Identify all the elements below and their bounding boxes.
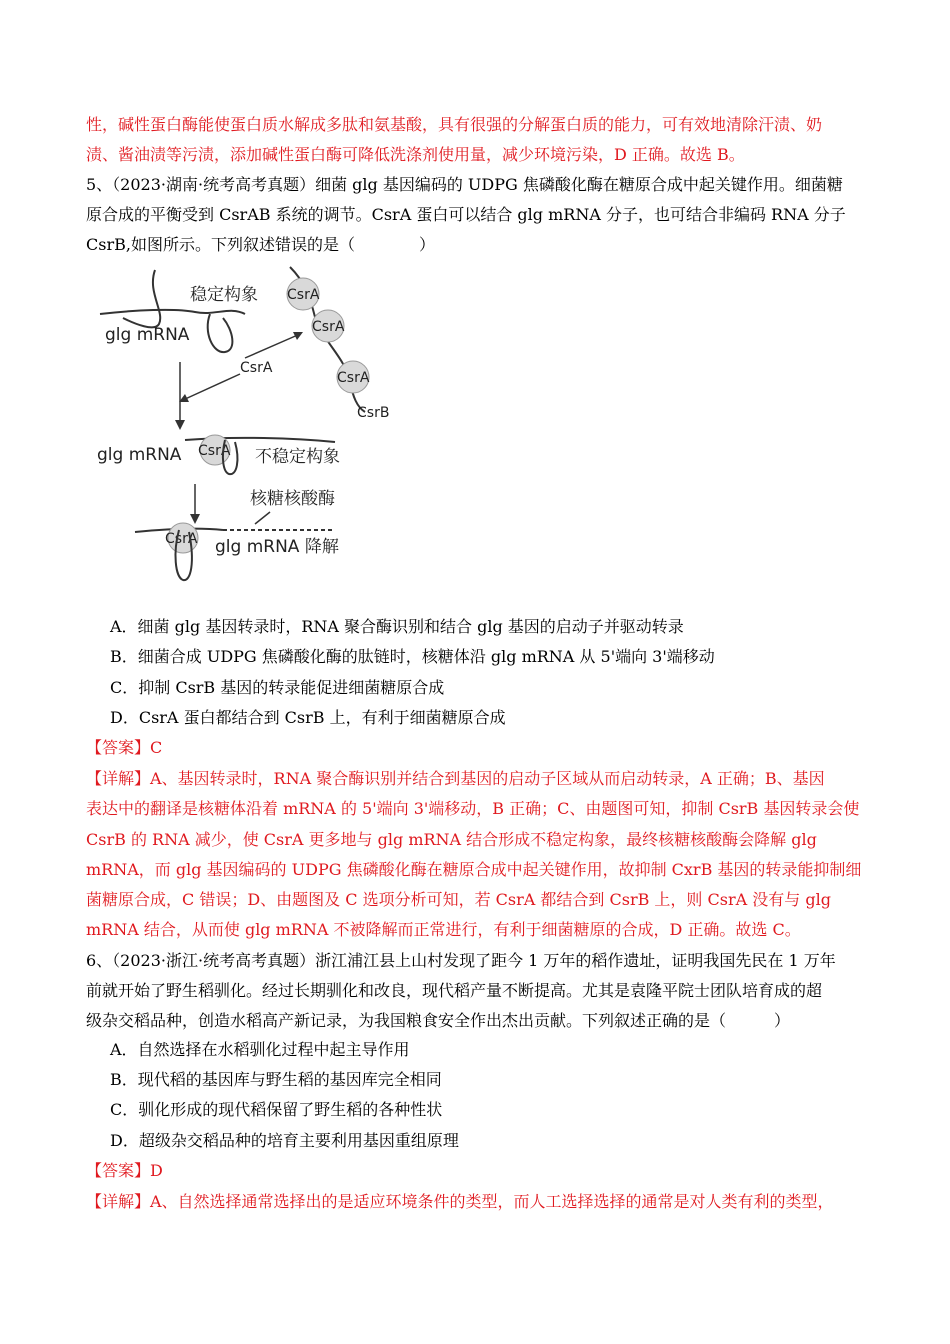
mrna-loop [208, 314, 233, 352]
glg-mrna-label-2: glg mRNA [97, 445, 182, 465]
glg-mrna-label-1: glg mRNA [105, 325, 190, 345]
explain-line: 渍、酱油渍等污渍，添加碱性蛋白酶可降低洗涤剂使用量，减少环境污染，D 正确。故选 B。 [86, 145, 745, 164]
explain-line: mRNA，而 glg 基因编码的 UDPG 焦磷酸化酶在糖原合成中起关键作用，故抑制 CxrB 基因的转录能抑制细 [86, 860, 862, 879]
option-b: B．现代稻的基因库与野生稻的基因库完全相同 [110, 1070, 442, 1089]
option-d: D．CsrA 蛋白都结合到 CsrB 上，有利于细菌糖原合成 [110, 708, 506, 727]
arrow-head [190, 514, 200, 524]
explain-line: 【详解】A、基因转录时，RNA 聚合酶识别并结合到基因的启动子区域从而启动转录，A 正确；B、基因 [86, 769, 825, 788]
mrna-strand [100, 310, 245, 314]
option-a: A．细菌 glg 基因转录时，RNA 聚合酶识别和结合 glg 基因的启动子并驱动转录 [110, 617, 684, 636]
explain-line: 表达中的翻译是核糖体沿着 mRNA 的 5'端向 3'端移动，B 正确；C、由题图可知，抑制 CsrB 基因转录会使 [86, 799, 860, 818]
answer: 【答案】D [86, 1161, 163, 1180]
csra-label: CsrA [165, 531, 198, 547]
csra-label: CsrA [337, 370, 370, 386]
arrow-head [175, 420, 185, 430]
question-5-stem: 5、（2023·湖南·统考高考真题）细菌 glg 基因编码的 UDPG 焦磷酸化酶在糖原合成中起关键作用。细菌糖 [86, 175, 843, 194]
question-5-stem: CsrB,如图所示。下列叙述错误的是（ ） [86, 235, 435, 254]
explain-line: CsrB 的 RNA 减少，使 CsrA 更多地与 glg mRNA 结合形成不稳定构象，最终核糖核酸酶会降解 glg [86, 830, 817, 849]
stable-label: 稳定构象 [190, 285, 258, 305]
ribonuclease-label: 核糖核酸酶 [250, 489, 335, 509]
question-6-stem: 6、（2023·浙江·统考高考真题）浙江浦江县上山村发现了距今 1 万年的稻作遗址，证明我国先民在 1 万年 [86, 951, 836, 970]
option-b: B．细菌合成 UDPG 焦磷酸化酶的肽链时，核糖体沿 glg mRNA 从 5'端向 3'端移动 [110, 647, 715, 666]
csra-csrb-diagram [95, 262, 415, 592]
csra-label: CsrA [240, 360, 273, 376]
mrna-stem-loop [123, 270, 160, 327]
csrb-label: CsrB [357, 405, 390, 421]
explain-line: 性，碱性蛋白酶能使蛋白质水解成多肽和氨基酸，具有很强的分解蛋白质的能力，可有效地清除汗渍、奶 [86, 115, 823, 134]
option-c: C．驯化形成的现代稻保留了野生稻的各种性状 [110, 1100, 443, 1119]
degrade-label: glg mRNA 降解 [215, 537, 339, 557]
option-a: A．自然选择在水稻驯化过程中起主导作用 [110, 1040, 410, 1059]
csra-label: CsrA [287, 287, 320, 303]
question-6-stem: 前就开始了野生稻驯化。经过长期驯化和改良，现代稻产量不断提高。尤其是袁隆平院士团队培育成的超 [86, 981, 823, 1000]
answer: 【答案】C [86, 738, 163, 757]
csra-label: CsrA [198, 443, 231, 459]
option-d: D．超级杂交稻品种的培育主要利用基因重组原理 [110, 1131, 459, 1150]
question-5-stem: 原合成的平衡受到 CsrAB 系统的调节。CsrA 蛋白可以结合 glg mRNA 分子，也可结合非编码 RNA 分子 [86, 205, 846, 224]
explain-line: 菌糖原合成，C 错误；D、由题图及 C 选项分析可知，若 CsrA 都结合到 CsrB 上，则 CsrA 没有与 glg [86, 890, 831, 909]
explain-line: mRNA 结合，从而使 glg mRNA 不被降解而正常进行，有利于细菌糖原的合成，D 正确。故选 C。 [86, 920, 801, 939]
unstable-label: 不稳定构象 [255, 447, 340, 467]
csra-label: CsrA [312, 319, 345, 335]
arrow-line [245, 334, 300, 358]
arrow-line [255, 512, 270, 524]
explain-line: 【详解】A、自然选择通常选择出的是适应环境条件的类型，而人工选择选择的通常是对人类有利的类型， [86, 1192, 834, 1211]
option-c: C．抑制 CsrB 基因的转录能促进细菌糖原合成 [110, 678, 445, 697]
arrow-line [183, 374, 240, 400]
question-6-stem: 级杂交稻品种，创造水稻高产新记录，为我国粮食安全作出杰出贡献。下列叙述正确的是（ ） [86, 1011, 791, 1030]
